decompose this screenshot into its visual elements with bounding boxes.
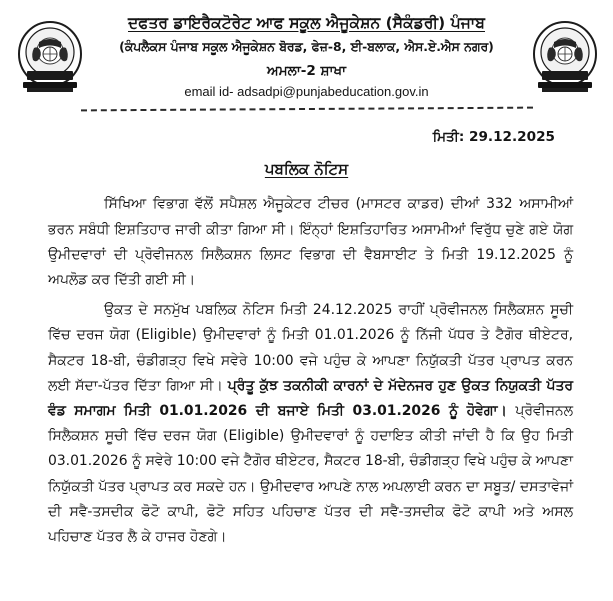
organisation-title: ਦਫਤਰ ਡਾਇਰੈਕਟੋਰੇਟ ਆਫ ਸਕੂਲ ਐਜੂਕੇਸ਼ਨ (ਸੈਕੰਡਰੀ) ਪੰਜਾਬ bbox=[128, 14, 485, 32]
document-date: ਮਿਤੀ: 29.12.2025 bbox=[432, 129, 555, 146]
punjab-government-emblem-left-icon bbox=[14, 18, 86, 98]
letterhead-text-block bbox=[92, 14, 521, 99]
paragraph-2 bbox=[48, 298, 573, 550]
notice-title: ਪਬਲਿਕ ਨੋਟਿਸ bbox=[264, 160, 349, 179]
paragraph-2-text-emphasised: ਪ੍ਰੰਤੂ ਕੁੱਝ ਤਕਨੀਕੀ ਕਾਰਨਾਂ ਦੇ ਮੱਦੇਨਜਰ ਹੁਣ ਉਕਤ ਨਿਯੁਕਤੀ ਪੱਤਰ ਵੰਡ ਸਮਾਗਮ ਮਿਤੀ 01.01.2026 ਦੀ ਬਜਾਏ ਮਿਤੀ 03.01.2026 ਨੂੰ ਹੋਵੇਗਾ। bbox=[48, 377, 573, 419]
paragraph-1-text: ਸਿੱਖਿਆ ਵਿਭਾਗ ਵੱਲੋਂ ਸਪੈਸ਼ਲ ਐਜੂਕੇਟਰ ਟੀਚਰ (ਮਾਸਟਰ ਕਾਡਰ) ਦੀਆਂ 332 ਅਸਾਮੀਆਂ ਭਰਨ ਸਬੰਧੀ ਇਸ਼ਤਿਹਾਰ ਜਾਰੀ ਕੀਤਾ ਗਿਆ ਸੀ। ਇੰਨ੍ਹਾਂ ਇਸ਼ਤਿਹਾਰਿਤ ਅਸਾਮੀਆਂ ਵਿਰੁੱਧ ਚੁਣੇ ਗਏ ਯੋਗ ਉਮੀਦਵਾਰਾਂ ਦੀ ਪ੍ਰੋਵੀਜਨਲ ਸਿਲੈਕਸ਼ਨ ਲਿਸਟ ਵਿਭਾਗ ਦੀ ਵੈਬਸਾਈਟ ਤੇ ਮਿਤੀ 19.12.2025 ਨੂੰ ਅਪਲੋਡ ਕਰ ਦਿੱਤੀ ਗਈ ਸੀ। bbox=[48, 196, 573, 288]
header-divider bbox=[80, 107, 532, 112]
organisation-address: (ਕੰਪਲੈਕਸ ਪੰਜਾਬ ਸਕੂਲ ਐਜੂਕੇਸ਼ਨ ਬੋਰਡ, ਫੇਜ਼-8, ਈ-ਬਲਾਕ, ਐਸ.ਏ.ਐਸ ਨਗਰ) bbox=[119, 39, 494, 55]
punjab-government-emblem-right-icon bbox=[529, 18, 601, 98]
notice-body bbox=[48, 192, 573, 550]
paragraph-2-text-before-bold: ਉਕਤ ਦੇ ਸਨਮੁੱਖ ਪਬਲਿਕ ਨੋਟਿਸ ਮਿਤੀ 24.12.2025 ਰਾਹੀਂ ਪ੍ਰੋਵੀਜਨਲ ਸਿਲੈਕਸ਼ਨ ਸੂਚੀ ਵਿੱਚ ਦਰਜ ਯੋਗ (Eligible) ਉਮੀਦਵਾਰਾਂ ਨੂੰ ਮਿਤੀ 01.01.2026 ਨੂੰ ਨਿੱਜੀ ਪੱਧਰ ਤੇ ਟੈਗੋਰ ਥੀਏਟਰ, ਸੈਕਟਰ 18-ਬੀ, ਚੰਡੀਗੜ੍ਹ ਵਿਖੇ ਸਵੇਰੇ 10:00 ਵਜੇ ਪਹੁੰਚ ਕੇ ਆਪਣਾ ਨਿਯੁੱਕਤੀ ਪੱਤਰ ਪ੍ਰਾਪਤ ਕਰਨ ਲਈ ਸੱਦਾ-ਪੱਤਰ ਦਿੱਤਾ ਗਿਆ ਸੀ। bbox=[48, 302, 573, 394]
letterhead bbox=[0, 0, 613, 112]
branch-name: ਅਮਲਾ-2 ਸ਼ਾਖਾ bbox=[267, 63, 346, 80]
paragraph-1 bbox=[48, 192, 573, 293]
paragraph-2-text-after-bold: ਪ੍ਰੋਵੀਜਨਲ ਸਿਲੈਕਸ਼ਨ ਸੂਚੀ ਵਿੱਚ ਦਰਜ ਯੋਗ (Eligible) ਉਮੀਦਵਾਰਾਂ ਨੂੰ ਹਦਾਇਤ ਕੀਤੀ ਜਾਂਦੀ ਹੈ ਕਿ ਉਹ ਮਿਤੀ 03.01.2026 ਨੂੰ ਸਵੇਰੇ 10:00 ਵਜੇ ਟੈਗੋਰ ਥੀਏਟਰ, ਸੈਕਟਰ 18-ਬੀ, ਚੰਡੀਗੜ੍ਹ ਵਿਖੇ ਪਹੁੰਚ ਕੇ ਆਪਣਾ ਨਿਯੁੱਕਤੀ ਪੱਤਰ ਪ੍ਰਾਪਤ ਕਰ ਸਕਦੇ ਹਨ। ਉਮੀਦਵਾਰ ਆਪਣੇ ਨਾਲ ਅਪਲਾਈ ਕਰਨ ਦਾ ਸਬੂਤ/ ਦਸਤਾਵੇਜਾਂ ਦੀ ਸਵੈ-ਤਸਦੀਕ ਫੋਟੋ ਕਾਪੀ, ਫੋਟੋ ਸਹਿਤ ਪਹਿਚਾਣ ਪੱਤਰ ਦੀ ਸਵੈ-ਤਸਦੀਕ ਫੋਟੋ ਕਾਪੀ ਅਤੇ ਅਸਲ ਪਹਿਚਾਣ ਪੱਤਰ ਲੈ ਕੇ ਹਾਜਰ ਹੋਣਗੇ। bbox=[48, 403, 573, 546]
contact-email: email id- adsadpi@punjabeducation.gov.in bbox=[184, 84, 429, 100]
